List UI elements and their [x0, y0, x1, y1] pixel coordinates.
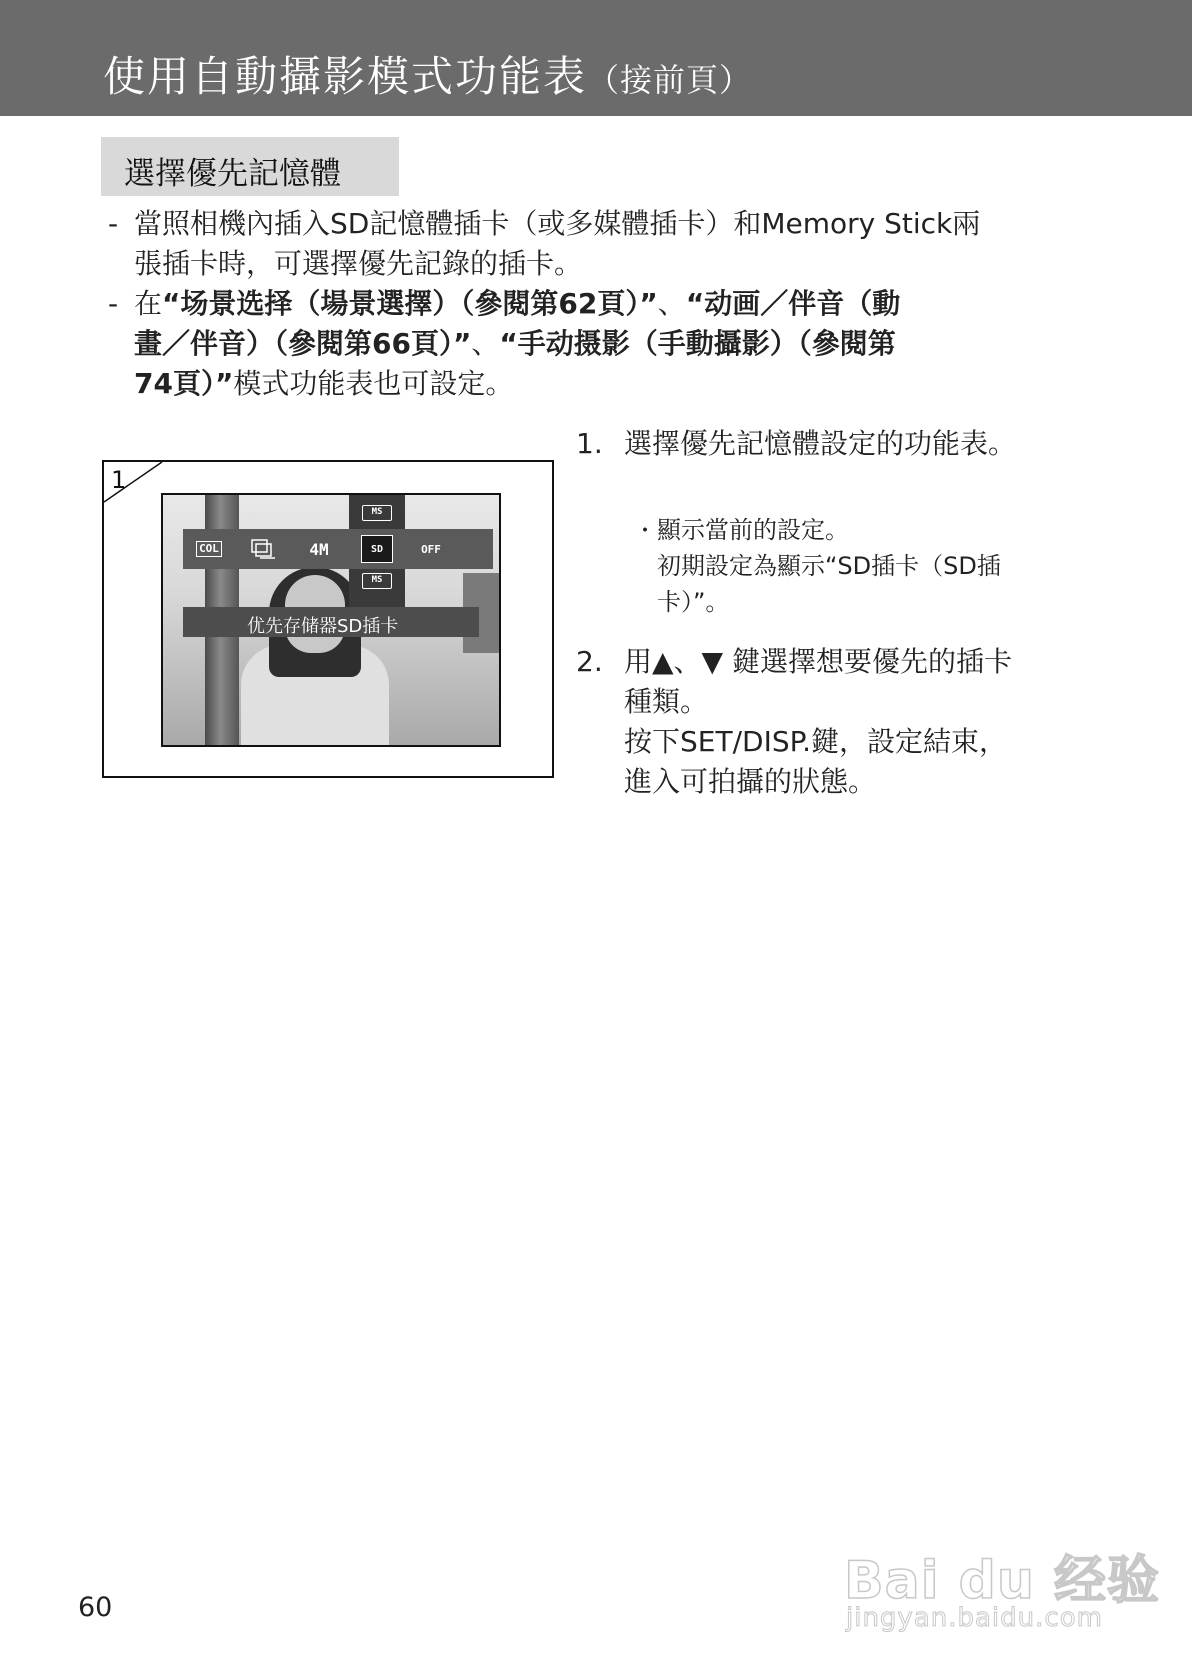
- step-2-line: 按下SET/DISP.鍵，設定結束，: [624, 725, 1008, 758]
- figure-number: 1: [111, 466, 127, 494]
- text-run-bold: “动画／伴音（動: [685, 287, 901, 320]
- bullet-mark: -: [108, 287, 119, 320]
- watermark-logo: Bai du 经验: [844, 1551, 1160, 1611]
- text-run: 模式功能表也可設定。: [233, 367, 514, 400]
- note-line: 卡）”。: [657, 588, 730, 616]
- step-2-number: 2.: [576, 645, 603, 678]
- step-2-line: 用▲、▼ 鍵選擇想要優先的插卡: [624, 645, 1012, 678]
- bullet-2-text: [134, 284, 1094, 404]
- self-timer-off-icon[interactable]: OFF: [421, 542, 441, 556]
- note-mark: ・: [634, 519, 657, 544]
- text-run-bold: 畫／伴音）（參閱第66頁）”: [134, 327, 472, 360]
- step-2-line: 種類。: [624, 685, 709, 718]
- ms-card-icon[interactable]: MS: [362, 573, 392, 589]
- image-size-icon[interactable]: 4M: [309, 539, 329, 559]
- page-number: 60: [78, 1592, 113, 1623]
- note-line: 顯示當前的設定。: [657, 516, 849, 544]
- figure-1: [102, 460, 554, 778]
- text-run: 、: [471, 327, 500, 360]
- bullet-2-line-1: [134, 284, 1094, 324]
- color-mode-icon[interactable]: COL: [189, 535, 229, 563]
- section-title: 選擇優先記憶體: [124, 156, 341, 192]
- camera-lcd-screen: [161, 493, 501, 747]
- bullet-2-line-3: [134, 364, 1094, 404]
- text-run-bold: 74頁）”: [134, 367, 234, 400]
- text-run: 、: [657, 287, 686, 320]
- bullet-1-text: [134, 204, 1094, 284]
- step-1-text: 選擇優先記憶體設定的功能表。: [624, 427, 1017, 460]
- sd-card-icon-selected[interactable]: SD: [361, 535, 393, 563]
- step-2-text: [624, 642, 1094, 802]
- text-run: 在: [134, 287, 163, 320]
- text-run-bold: “场景选择（場景選擇）（參閱第62頁）”: [162, 287, 658, 320]
- step-1-note: [657, 512, 1097, 620]
- drive-mode-icon[interactable]: [243, 535, 283, 563]
- step-1-number: 1.: [576, 427, 603, 460]
- note-line: 初期設定為顯示“SD插卡（SD插: [657, 552, 1001, 580]
- bullet-mark: -: [108, 207, 119, 240]
- drive-frames-icon: [250, 538, 276, 560]
- watermark-url: jingyan.baidu.com: [846, 1603, 1103, 1633]
- header-subtitle: （接前頁）: [587, 61, 753, 99]
- step-2-line: 進入可拍攝的狀態。: [624, 765, 877, 798]
- text-run-bold: “手动摄影（手動攝影）（參閱第: [499, 327, 896, 360]
- bullet-1-line-1: 當照相機內插入SD記憶體插卡（或多媒體插卡）和Memory Stick兩: [134, 207, 981, 240]
- header-title: 使用自動攝影模式功能表（接前頁）: [103, 52, 753, 101]
- menu-label-text: 优先存储器SD插卡: [247, 616, 399, 637]
- page-header: [0, 0, 1192, 116]
- bullet-2-line-2: [134, 324, 1094, 364]
- ms-card-icon[interactable]: MS: [362, 505, 392, 521]
- bullet-1-line-2: 張插卡時，可選擇優先記錄的插卡。: [134, 247, 583, 280]
